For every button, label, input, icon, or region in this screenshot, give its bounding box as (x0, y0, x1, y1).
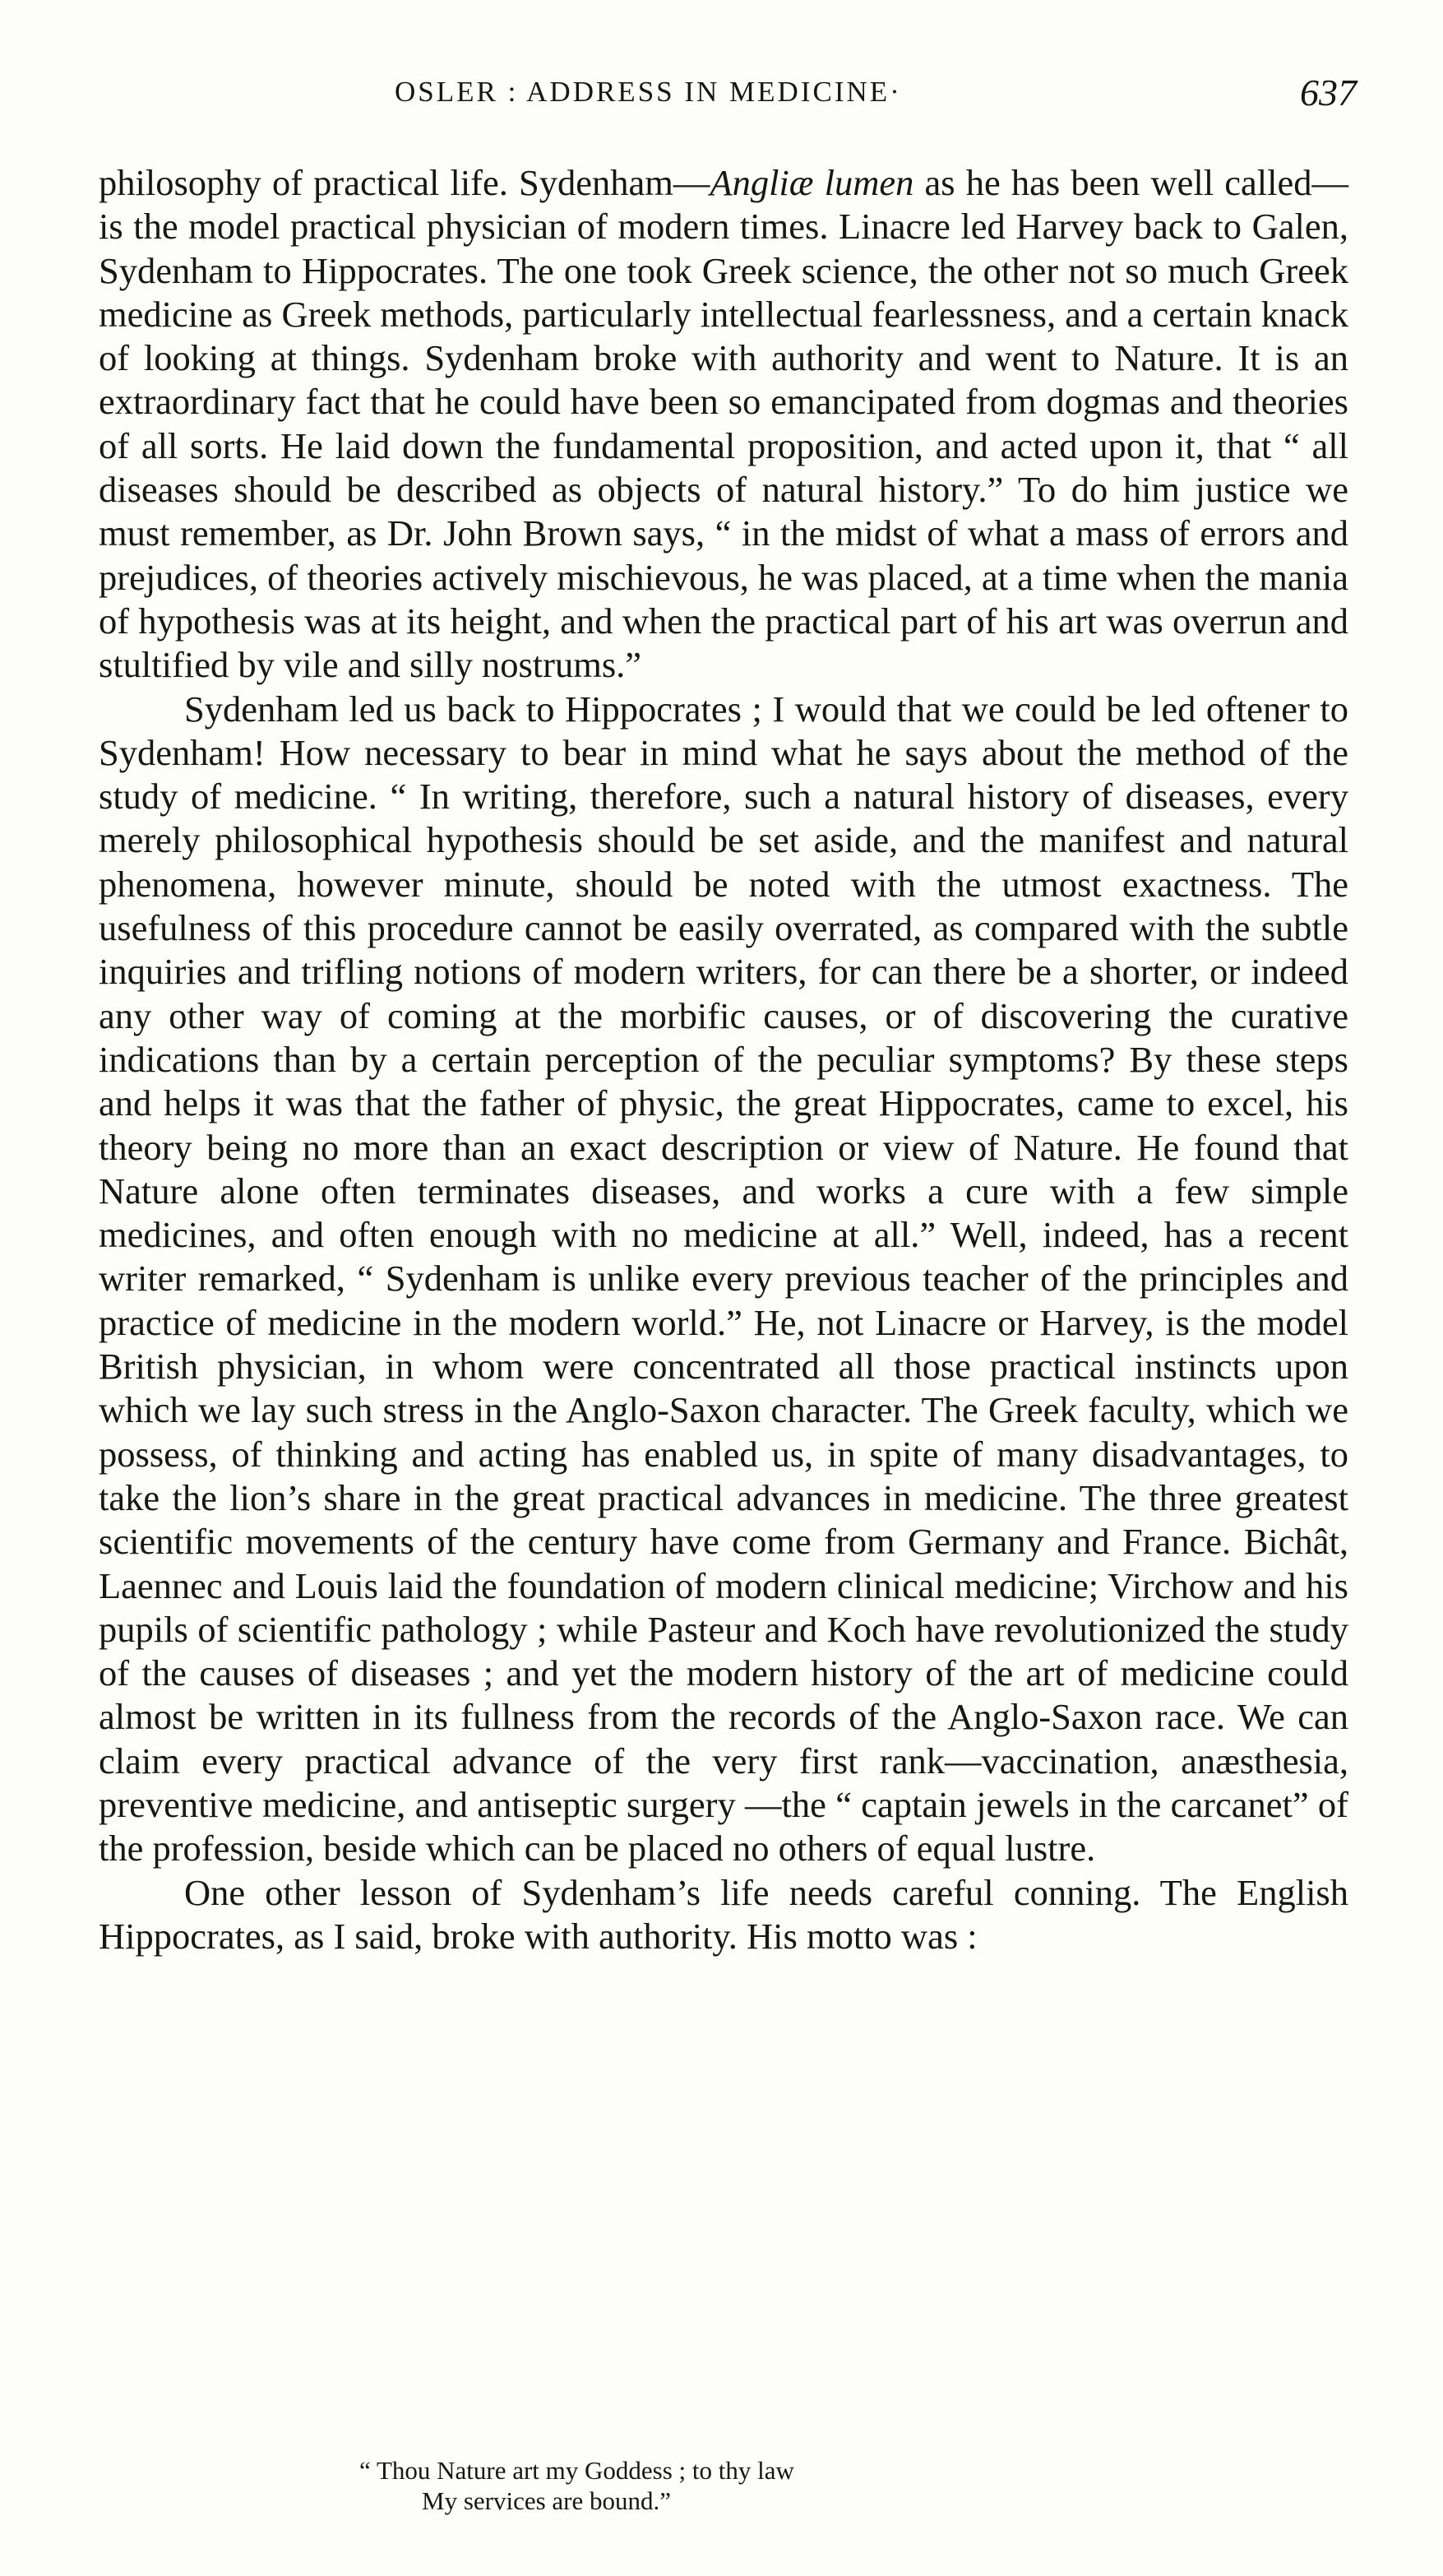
quote-line-2: My services are bound.” (422, 2486, 672, 2515)
body-text (99, 161, 1348, 1958)
anglia-lumen-italic: Angliæ lumen (710, 162, 914, 203)
quote-line-1: “ Thou Nature art my Goddess ; to thy law (359, 2456, 794, 2485)
paragraph-3: One other lesson of Sydenham’s life needs careful conning. The English Hippocrates, as I said, broke with authority. His motto was : (99, 1871, 1348, 1957)
page-header (99, 72, 1357, 141)
paragraph-1-rest: as he has been well called—is the model practical physician of modern times. Linacre led Harvey back to Galen, Sydenham to Hippocrates. The one took Greek science, the other not so much Greek medicine as Greek methods, particularly intellectual fearlessness, and a certain knack of looking at things. Sydenham broke with authority and went to Nature. It is an extraordinary fact that he could have been so emancipated from dogmas and theories of all sorts. He laid down the fundamental proposition, and acted upon it, that “ all diseases should be described as objects of natural history.” To do him justice we must remember, as Dr. John Brown says, “ in the midst of what a mass of errors and prejudices, of theories actively mischievous, he was placed, at a time when the mania of hypothesis was at its height, and when the practical part of his art was overrun and stultified by vile and silly nostrums.” (99, 162, 1348, 686)
paragraph-1-start: philosophy of practical life. Sydenham— (99, 162, 710, 203)
page-number: 637 (1300, 72, 1357, 114)
paragraph-1 (99, 161, 1348, 688)
running-head: OSLER : ADDRESS IN MEDICINE· (395, 76, 902, 108)
verse-quote (359, 2455, 794, 2516)
paragraph-2: Sydenham led us back to Hippocrates ; I would that we could be led oftener to Sydenham! How necessary to bear in mind what he says about the method of the study of medicine. “ In writing, therefore, such a natural history of diseases, every merely philosophical hypothesis should be set aside, and the manifest and natural phenomena, however minute, should be noted with the utmost exactness. The usefulness of this procedure cannot be easily overrated, as compared with the subtle inquiries and trifling notions of modern writers, for can there be a shorter, or indeed any other way of coming at the morbific causes, or of discovering the curative indications than by a certain perception of the peculiar symptoms? By these steps and helps it was that the father of physic, the great Hippocrates, came to excel, his theory being no more than an exact description or view of Nature. He found that Nature alone often terminates diseases, and works a cure with a few simple medicines, and often enough with no medicine at all.” Well, indeed, has a recent writer remarked, “ Sydenham is unlike every previous teacher of the principles and practice of medicine in the modern world.” He, not Linacre or Harvey, is the model British physician, in whom were concentrated all those practical instincts upon which we lay such stress in the Anglo-Saxon character. The Greek faculty, which we possess, of thinking and acting has enabled us, in spite of many disadvantages, to take the lion’s share in the great practical advances in medicine. The three greatest scientific movements of the century have come from Germany and France. Bichât, Laennec and Louis laid the foundation of modern clinical medicine; Virchow and his pupils of scientific pathology ; while Pasteur and Koch have revolutionized the study of the causes of diseases ; and yet the modern history of the art of medicine could almost be written in its fullness from the records of the Anglo-Saxon race. We can claim every practical advance of the very first rank—vaccination, anæsthesia, preventive medicine, and antiseptic surgery —the “ captain jewels in the carcanet” of the profession, beside which can be placed no others of equal lustre. (99, 688, 1348, 1869)
